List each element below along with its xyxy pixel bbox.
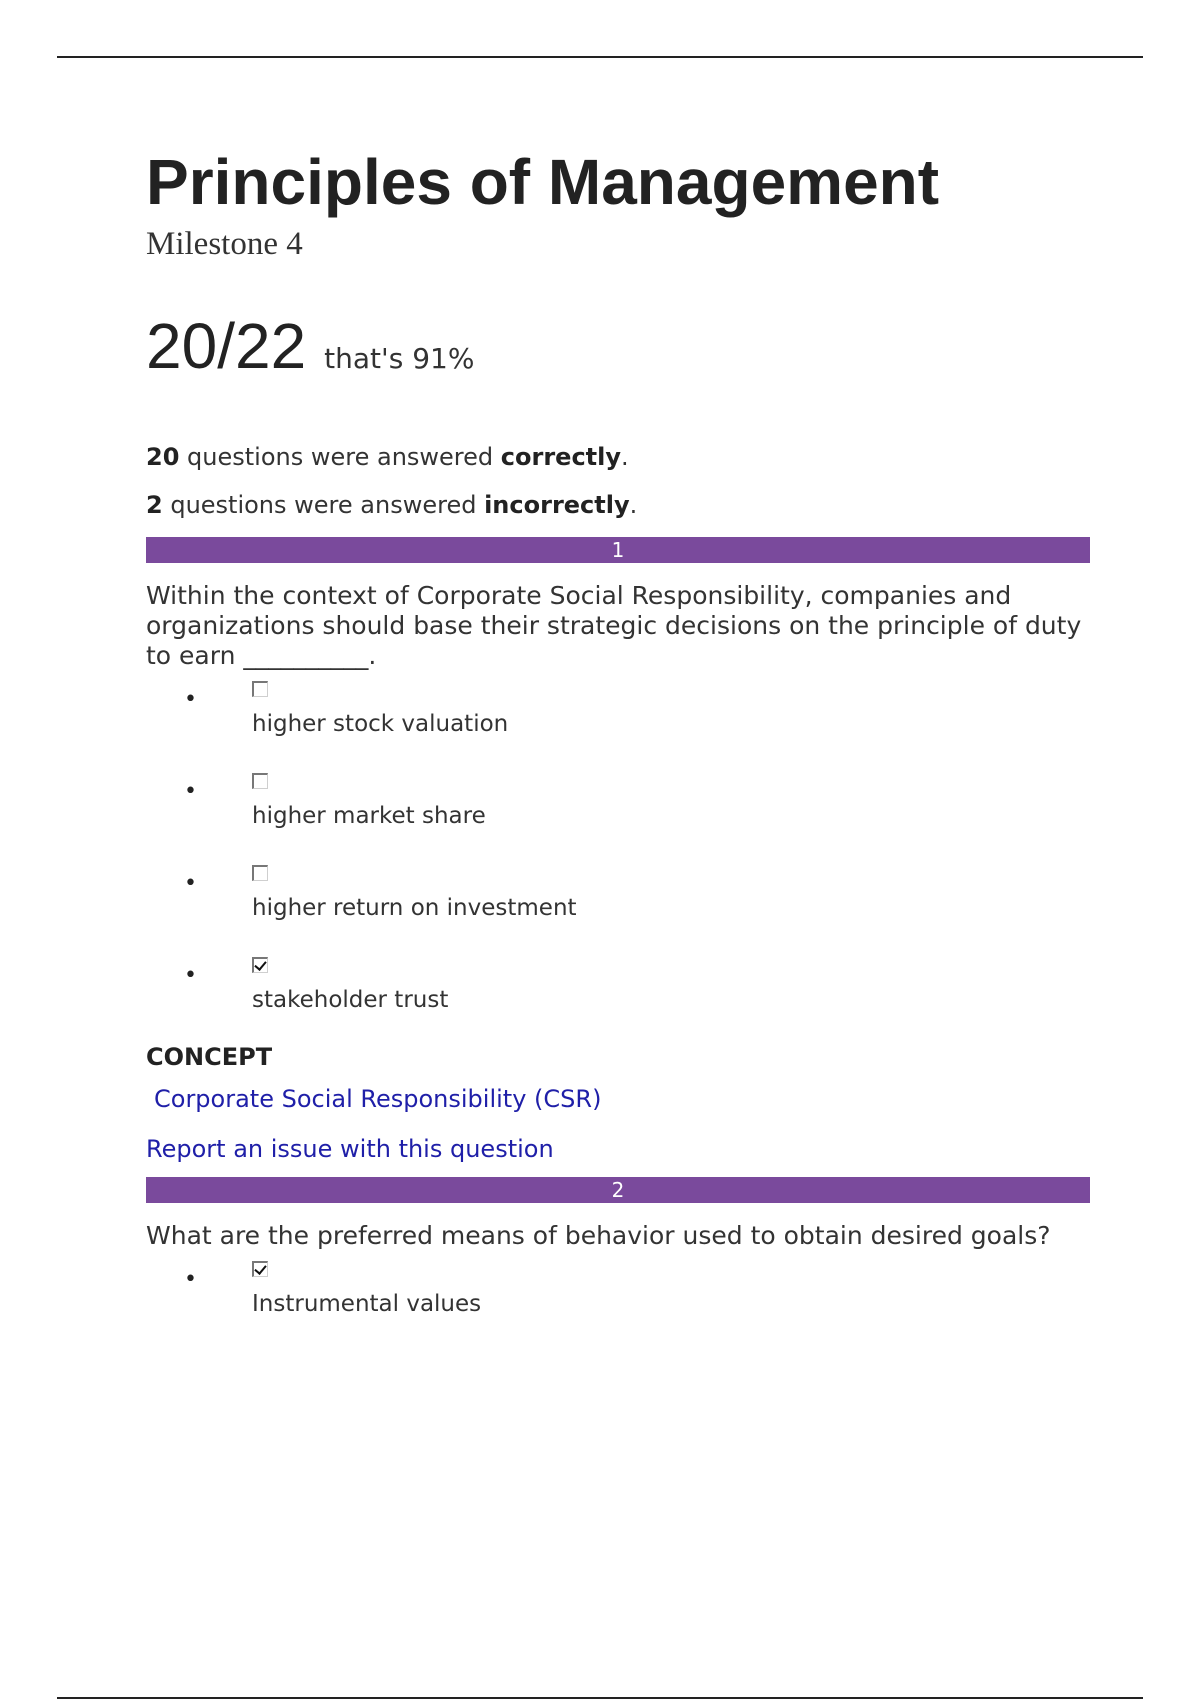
question-number-bar: 1 — [146, 537, 1090, 563]
bullet-icon: • — [184, 779, 197, 804]
page-subtitle: Milestone 4 — [146, 226, 303, 262]
answer-list — [146, 681, 1090, 1013]
answer-option — [184, 681, 1090, 737]
question-text: What are the preferred means of behavior used to obtain desired goals? — [146, 1221, 1051, 1250]
answer-option — [184, 1261, 1090, 1317]
bullet-icon: • — [184, 963, 197, 988]
correct-summary-text: questions were answered — [179, 443, 501, 471]
answer-option — [184, 773, 1090, 829]
page-title: Principles of Management — [146, 146, 940, 218]
bullet-icon: • — [184, 687, 197, 712]
quiz-results — [146, 140, 1090, 1353]
top-rule — [57, 56, 1143, 58]
answer-label: stakeholder trust — [252, 987, 449, 1013]
question-text: Within the context of Corporate Social Responsibility, companies and organizations should base their strategic decisions on the principle of duty to earn __________. — [146, 581, 1082, 670]
correct-word: correctly — [500, 443, 622, 471]
answer-label: Instrumental values — [252, 1291, 482, 1317]
concept-heading: CONCEPT — [146, 1043, 273, 1071]
incorrect-summary — [146, 491, 1090, 519]
bullet-icon: • — [184, 871, 197, 896]
answer-label: higher market share — [252, 803, 486, 829]
score-percent: that's 91% — [324, 342, 475, 375]
answer-label: higher return on investment — [252, 895, 577, 921]
score-value: 20/22 — [146, 310, 307, 382]
bottom-rule — [57, 1697, 1143, 1699]
checkbox-unchecked-icon[interactable] — [252, 773, 268, 789]
answer-label: higher stock valuation — [252, 711, 509, 737]
checkbox-checked-icon[interactable] — [252, 957, 268, 973]
report-issue-link[interactable]: Report an issue with this question — [146, 1135, 554, 1163]
bullet-icon: • — [184, 1267, 197, 1292]
incorrect-summary-text: questions were answered — [162, 491, 485, 519]
correct-period: . — [621, 443, 629, 471]
concept-link[interactable]: Corporate Social Responsibility (CSR) — [154, 1085, 602, 1113]
correct-count: 20 — [146, 443, 180, 471]
incorrect-count: 2 — [146, 491, 163, 519]
incorrect-period: . — [629, 491, 638, 519]
answer-option — [184, 957, 1090, 1013]
score-line — [146, 309, 1090, 383]
answer-list — [146, 1261, 1090, 1317]
checkbox-unchecked-icon[interactable] — [252, 681, 268, 697]
correct-summary — [146, 443, 1090, 471]
checkbox-checked-icon[interactable] — [252, 1261, 268, 1277]
incorrect-word: incorrectly — [484, 491, 630, 519]
question-number-bar: 2 — [146, 1177, 1090, 1203]
answer-option — [184, 865, 1090, 921]
checkbox-unchecked-icon[interactable] — [252, 865, 268, 881]
